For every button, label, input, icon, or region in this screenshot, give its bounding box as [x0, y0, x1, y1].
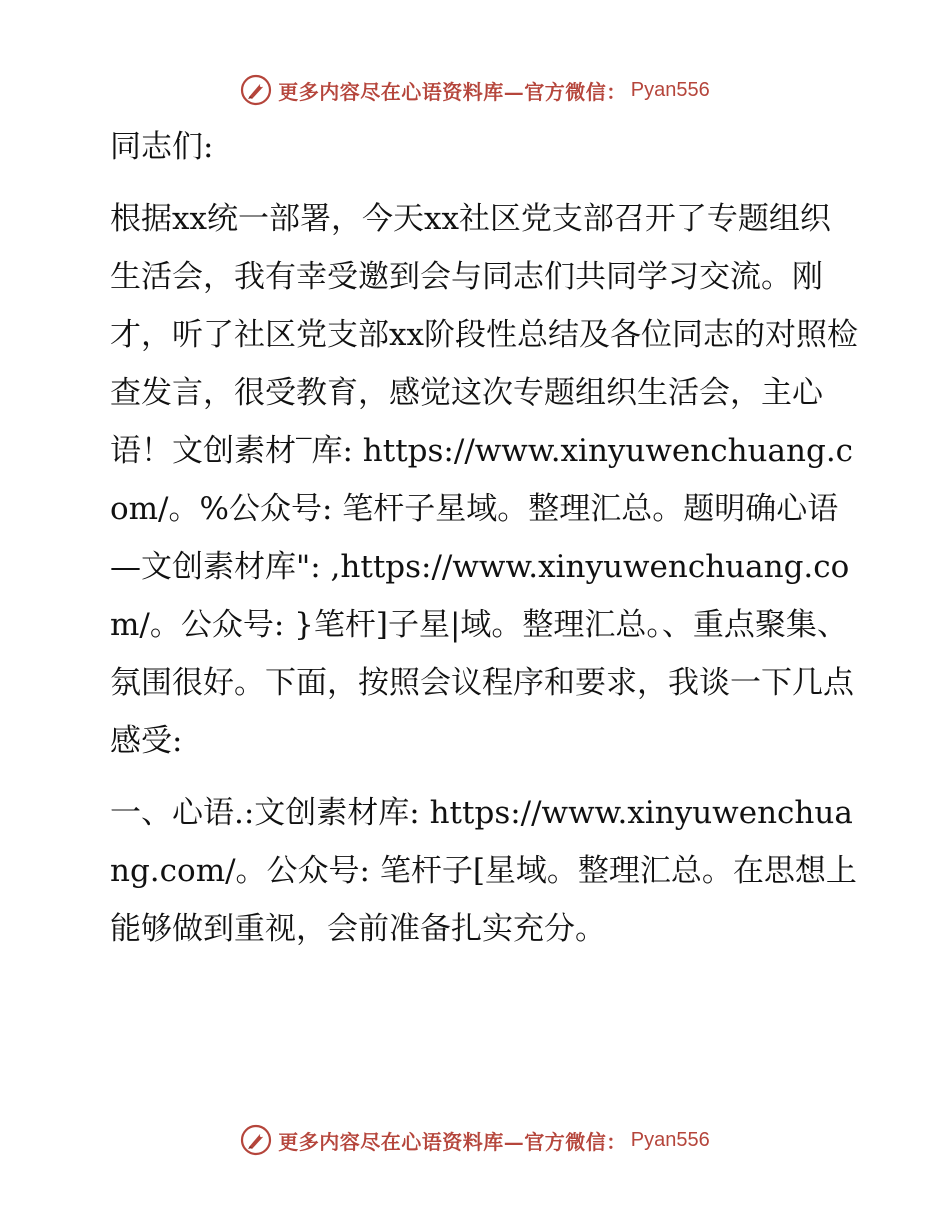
pen-nib-logo-icon — [240, 1124, 272, 1156]
pen-nib-logo-icon — [240, 74, 272, 106]
paragraph-1: 根据xx统一部署，今天xx社区党支部召开了专题组织生活会，我有幸受邀到会与同志们共同学习交流。刚才，听了社区党支部xx阶段性总结及各位同志的对照检查发言，很受教育，感觉这次专题组织生活会，主心语！文创素材‾库: https://www.xinyuwenchuang.com/。%公众号: 笔杆子星域。整理汇总。题明确心语—文创素材库": ,https://www.xinyuwenchuang.com/。公众号: }笔杆]子星|域。整理汇总。、重点聚集、氛围很好。下面，按照会议程序和要求，我谈一下几点感受: — [110, 201, 858, 759]
banner-wechat-id: Pyan556 — [630, 78, 710, 101]
banner-wechat-id: Pyan556 — [630, 1128, 710, 1151]
paragraph-2: 一、心语.:文创素材库: https://www.xinyuwenchuang.com/。公众号: 笔杆子[星域。整理汇总。在思想上能够做到重视，会前准备扎实充分。 — [110, 795, 857, 947]
banner-text: 更多内容尽在心语资料库—官方微信： — [278, 1129, 627, 1154]
document-body — [98, 118, 858, 958]
greeting: 同志们: — [110, 129, 214, 165]
header-banner — [0, 70, 950, 110]
footer-banner — [0, 1120, 950, 1160]
banner-text: 更多内容尽在心语资料库—官方微信： — [278, 79, 627, 104]
